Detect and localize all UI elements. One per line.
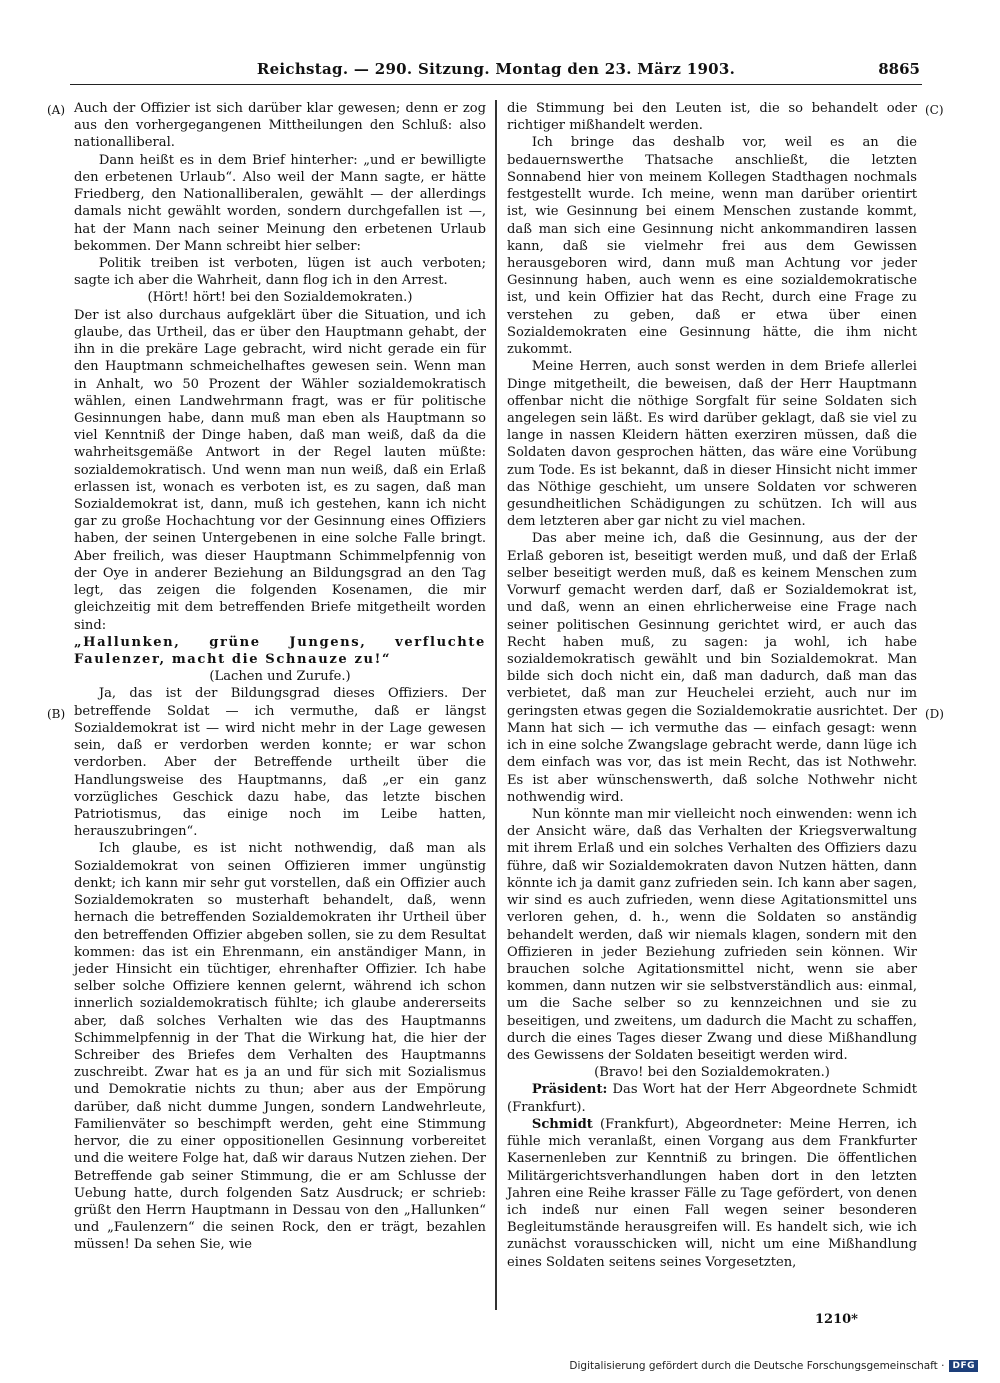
header-title: Reichstag. — 290. Sitzung. Montag den 23. März 1903.: [256, 60, 736, 78]
right-column: [507, 100, 917, 1271]
block-quote: „Hallunken, grüne Jungens, verfluchte Faulenzer, macht die Schnauze zu!“: [74, 634, 486, 667]
interjection: (Lachen und Zurufe.): [209, 669, 351, 685]
paragraph: Das aber meine ich, daß die Gesinnung, aus der der Erlaß geboren ist, beseitigt werden muß, und daß der Erlaß selber beseitigt werden muß, daß es keinem Menschen zum Vorwurf gemacht werden darf, daß er Sozialdemokrat ist, und daß, wenn an einen ehrlicherweise eine Frage nach seiner politischen Gesinnung gerichtet wird, er auch das Recht haben muß, zu sagen: ja wohl, ich habe sozialdemokratisch gewählt und bin Sozialdemokrat. Man bilde sich doch nicht ein, daß man dadurch, daß man das verbietet, daß man zur Heuchelei erzieht, auch nur im geringsten etwas gegen die Sozialdemokratie ausrichtet. Der Mann hat sich — ich vermuthe das — einfach gesagt: wenn ich in eine solche Zwangslage gebracht werde, dann lüge ich dem einfach was vor, das ist mein Recht, das ist Nothwehr. Es ist aber wünschenswerth, daß solche Nothwehr nicht nothwendig wird.: [507, 531, 917, 805]
statement-text: (Frankfurt), Abgeordneter: Meine Herren, ich fühle mich veranlaßt, einen Vorgang aus dem Frankfurter Kasernenleben zur Kenntniß zu bringen. Die öffentlichen Militärgerichtsverhandlungen haben dort in den letzten Jahren eine Reihe krasser Fälle zu Tage gefördert, von denen ich indeß nur einen Fall wegen seiner besonderen Begleitumstände herausgreifen will. Es handelt sich, wie ich zunächst vorausschicken will, nicht um eine Mißhandlung eines Soldaten seitens seines Vorgesetzten,: [507, 1116, 917, 1270]
interjection: (Hört! hört! bei den Sozialdemokraten.): [147, 290, 413, 306]
paragraph: Dann heißt es in dem Brief hinterher: „und er bewilligte den erbetenen Urlaub“. Also weil der Mann sagte, er hätte Friedberg, den Nationalliberalen, gewählt — der allerdings damals nicht gewählt worden, sondern durchgefallen ist —, hat der Mann nach seiner Meinung den erbetenen Urlaub bekommen. Der Mann schreibt hier selber:: [74, 152, 486, 254]
margin-marker-c: (C): [925, 103, 944, 117]
footer-credit: Digitalisierung gefördert durch die Deutsche Forschungsgemeinschaft ·: [569, 1360, 945, 1372]
left-column: [74, 100, 486, 1254]
block-quote: Politik treiben ist verboten, lügen ist auch verboten; sagte ich aber die Wahrheit, dann flog ich in den Arrest.: [74, 255, 486, 289]
paragraph: Ich glaube, es ist nicht nothwendig, daß man als Sozialdemokrat von seinen Offizieren immer ungünstig denkt; ich kann mir sehr gut vorstellen, daß ein Offizier auch Sozialdemokraten so musterhaft behandelt, daß, wenn hernach die betreffenden Sozialdemokraten ihr Urtheil über den betreffenden Offizier abgeben sollen, sie zu dem Resultat kommen: das ist ein Ehrenmann, ein anständiger Mann, in jeder Hinsicht ein tüchtiger, ehrenhafter Offizier. Ich habe selber solche Offiziere kennen gelernt, während ich schon innerlich sozialdemokratisch fühlte; ich glaube andererseits aber, daß solches Verhalten wie das des Hauptmanns Schimmelpfennig in der That die Wirkung hat, die hier der Schreiber des Briefes dem Verhalten des Hauptmanns zuschreibt. Zwar hat es ja an und für sich mit Sozialismus und Demokratie nichts zu thun; aber aus der Empörung darüber, daß nicht dumme Jungen, sondern Landwehrleute, Familienväter so beschimpft werden, geht eine Stimmung hervor, die zu einer oppositionellen Gesinnung vorbereitet und die weitere Folge hat, daß wir daraus Nutzen ziehen. Der Betreffende gab seiner Stimmung, die er am Schlusse der Uebung hatte, durch folgenden Satz Ausdruck; er schrieb: grüßt den Herrn Hauptmann in Dessau von den „Hallunken“ und „Faulenzern“ die seinen Rock, den er trägt, bezahlen müssen! Da sehen Sie, wie: [74, 841, 486, 1253]
footer: [569, 1360, 978, 1372]
interjection: (Bravo! bei den Sozialdemokraten.): [594, 1065, 830, 1081]
paragraph: die Stimmung bei den Leuten ist, die so behandelt oder richtiger mißhandelt werden.: [507, 101, 917, 134]
column-divider: [495, 100, 497, 1310]
president-statement: [507, 1081, 917, 1115]
page-number: 8865: [878, 60, 920, 78]
paragraph: Auch der Offizier ist sich darüber klar gewesen; denn er zog aus den vorhergegangenen Mittheilungen den Schluß: also nationalliberal.: [74, 101, 486, 151]
speaker-label: Präsident:: [531, 1082, 608, 1098]
paragraph: Ja, das ist der Bildungsgrad dieses Offiziers. Der betreffende Soldat — ich vermuthe, daß er längst Sozialdemokrat ist — wird nicht mehr in der Lage gewesen sein, daß er verdorben werden konnte; er war schon verdorben. Aber der Betreffende urtheilt über die Handlungsweise des Hauptmanns, daß „er ein ganz vorzügliches Geschick dazu habe, das letzte bischen Patriotismus, das einige noch im Leibe hatten, herauszubringen“.: [74, 686, 486, 840]
speaker-label: Schmidt: [531, 1116, 593, 1132]
speaker-statement: [507, 1116, 917, 1271]
paragraph: Meine Herren, auch sonst werden in dem Briefe allerlei Dinge mitgetheilt, die beweisen, daß der Herr Hauptmann offenbar nicht die nöthige Sorgfalt für seine Soldaten sich angelegen sein läßt. Es wird darüber geklagt, daß sie viel zu lange in nassen Kleidern hätten exerziren müssen, daß die Soldaten davon gesprochen hätten, das wäre eine Vorübung zum Tode. Es ist bekannt, daß in dieser Hinsicht nicht immer das Nöthige geschieht, um unsere Soldaten vor schweren gesundheitlichen Schädigungen zu schützen. Ich will aus dem letzteren aber gar nicht zu viel machen.: [507, 359, 917, 530]
margin-marker-d: (D): [925, 707, 944, 721]
paragraph: Der ist also durchaus aufgeklärt über die Situation, und ich glaube, das Urtheil, das er über den Hauptmann gehabt, der ihn in die prekäre Lage gebracht, wird nicht gerade ein für den Hauptmann schmeichelhaftes gewesen sein. Wenn man in Anhalt, wo 50 Prozent der Wähler sozialdemokratisch wählen, einen Landwehrmann fragt, was er für politische Gesinnungen habe, dann muß man eben als Hauptmann so viel Kenntniß der Dinge haben, daß man weiß, daß da die wahrheitsgemäße Antwort in der Regel lauten müßte: sozialdemokratisch. Und wenn man nun weiß, daß ein Erlaß erlassen ist, wonach es verboten ist, es zu sagen, daß man Sozialdemokrat ist, dann, muß ich gestehen, kann ich nicht gar zu große Hochachtung vor der Gesinnung eines Offiziers haben, der seinen Untergebenen in eine solche Falle bringt. Aber freilich, was dieser Hauptmann Schimmelpfennig von der Oye in anderer Beziehung an Bildungsgrad an den Tag legt, das zeigen die folgenden Kosenamen, die mir gleichzeitig mit dem betreffenden Briefe mitgetheilt worden sind:: [74, 307, 486, 633]
dfg-logo: DFG: [949, 1360, 978, 1372]
page-header: [70, 58, 922, 85]
sheet-signature: 1210*: [815, 1312, 858, 1327]
paragraph: Ich bringe das deshalb vor, weil es an die bedauernswerthe Thatsache anschließt, die letzten Sonnabend hier von meinem Kollegen Stadthagen nochmals festgestellt wurde. Ich meine, wenn man darüber orientirt ist, wie Gesinnung bei einem Menschen zustande kommt, daß man sich eine Gesinnung nicht ankommandiren lassen kann, daß sie vielmehr frei aus dem Gewissen herausgeboren wird, dann muß man Achtung vor jeder Gesinnung haben, auch wenn es eine sozialdemokratische ist, und kein Offizier hat das Recht, durch eine Frage zu verstehen zu geben, daß er etwa über einen Sozialdemokraten eine Gesinnung hätte, die ihm nicht zukommt.: [507, 135, 917, 358]
margin-marker-b: (B): [47, 707, 66, 721]
margin-marker-a: (A): [47, 103, 66, 117]
statement-text: Das Wort hat der Herr Abgeordnete Schmidt (Frankfurt).: [507, 1082, 917, 1115]
paragraph: Nun könnte man mir vielleicht noch einwenden: wenn ich der Ansicht wäre, daß das Verhalten der Kriegsverwaltung mit ihrem Erlaß und ein solches Verhalten des Offiziers dazu führe, daß wir Sozialdemokraten davon Nutzen hätten, dann könnte ich ja damit ganz zufrieden sein. Ich kann aber sagen, wir sind es auch zufrieden, wenn diese Agitationsmittel uns verloren gehen, d. h., wenn die Soldaten so anständig behandelt werden, daß wir niemals klagen, sondern mit den Offizieren in jeder Beziehung zufrieden sein können. Wir brauchen solche Agitationsmittel nicht, wenn sie aber kommen, dann nutzen wir sie selbstverständlich aus: einmal, um die Sache selber so zu kennzeichnen und sie zu beseitigen, und zweitens, um dadurch die Macht zu schaffen, durch die eines Tages dieser Zwang und diese Mißhandlung des Gewissens der Soldaten beseitigt werden wird.: [507, 806, 917, 1064]
